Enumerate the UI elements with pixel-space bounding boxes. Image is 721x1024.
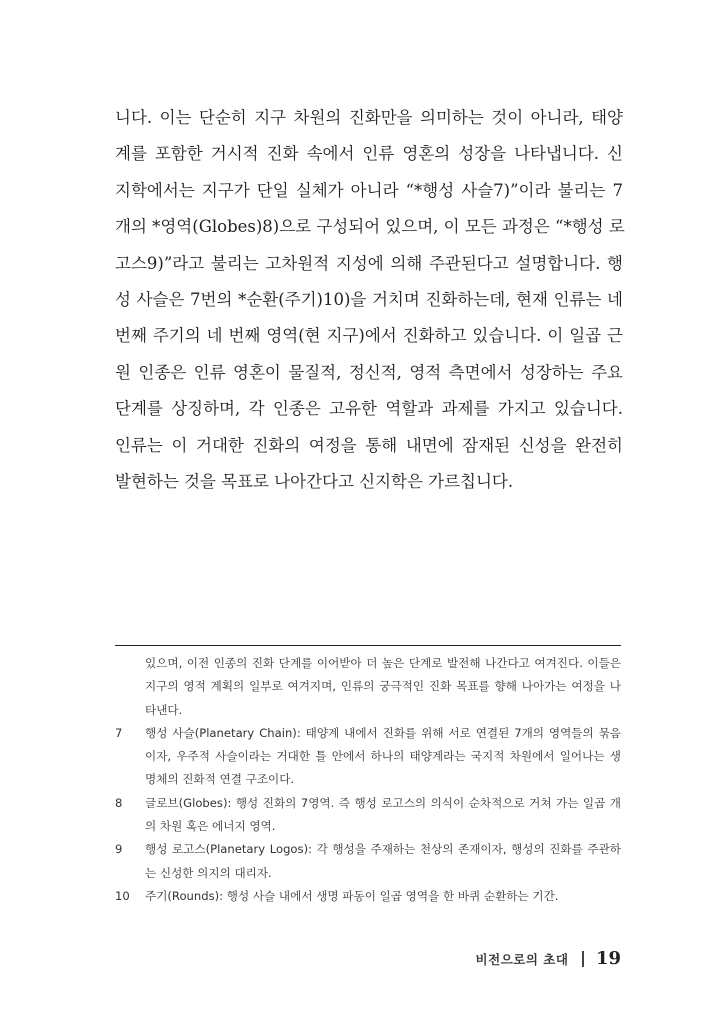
footnote-text: 행성 사슬(Planetary Chain): 태양계 내에서 진화를 위해 서로 연결된 7개의 영역들의 묶음 — [145, 725, 621, 740]
footnote-7-line: 명체의 진화적 연결 구조이다. — [145, 772, 295, 787]
running-title: 비전으로의 초대 — [475, 951, 569, 967]
footnote-text: 글로브(Globes): 행성 진화의 7영역. 즉 행성 로고스의 의식이 순차적으로 거쳐 가는 일곱 개 — [145, 795, 621, 810]
footnote-8-line: 의 차원 혹은 에너지 영역. — [145, 819, 276, 834]
body-line: 계를 포함한 거시적 진화 속에서 인류 영혼의 성장을 나타냅니다. 신 — [115, 144, 623, 164]
footnote-number: 9 — [115, 842, 123, 857]
footnote-8 — [115, 792, 621, 815]
footnote-continuation-line: 지구의 영적 계획의 일부로 여겨지며, 인류의 궁극적인 진화 목표를 향해 나아가는 여정을 나 — [145, 679, 621, 694]
footnote-number: 10 — [115, 888, 130, 903]
body-line: 원 인종은 인류 영혼이 물질적, 정신적, 영적 측면에서 성장하는 주요 — [115, 362, 623, 382]
body-line: 단계를 상징하며, 각 인종은 고유한 역할과 과제를 가지고 있습니다. — [115, 399, 623, 419]
footnote-number: 7 — [115, 725, 123, 740]
footnote-7-line: 이자, 우주적 사슬이라는 거대한 틀 안에서 하나의 태양계라는 국지적 차원에서 일어나는 생 — [145, 749, 621, 764]
body-line: 번째 주기의 네 번째 영역(현 지구)에서 진화하고 있습니다. 이 일곱 근 — [115, 326, 623, 346]
body-line: 니다. 이는 단순히 지구 차원의 진화만을 의미하는 것이 아니라, 태양 — [115, 108, 623, 127]
body-line: 개의 *영역(Globes)8)으로 구성되어 있으며, 이 모든 과정은 “*행성 로 — [115, 217, 625, 237]
footnote-continuation-line: 타낸다. — [145, 702, 183, 717]
body-line: 발현하는 것을 목표로 나아간다고 신지학은 가르칩니다. — [115, 471, 514, 491]
page-number: 19 — [595, 948, 621, 969]
footnote-9-line: 는 신성한 의지의 대리자. — [145, 865, 272, 880]
footnote-number: 8 — [115, 795, 123, 810]
body-line: 성 사슬은 7번의 *순환(주기)10)을 거치며 진화하는데, 현재 인류는 네 — [115, 289, 623, 309]
footnotes — [115, 652, 621, 908]
body-line: 고스9)”라고 불리는 고차원적 지성에 의해 주관된다고 설명합니다. 행 — [115, 253, 623, 273]
page-footer — [476, 948, 621, 969]
footnote-text: 주기(Rounds): 행성 사슬 내에서 생명 파동이 일곱 영역을 한 바퀴 순환하는 기간. — [145, 888, 559, 903]
footnote-10 — [115, 885, 621, 908]
body-line: 지학에서는 지구가 단일 실체가 아니라 “*행성 사슬7)”이라 불리는 7 — [115, 180, 623, 200]
footnote-text: 행성 로고스(Planetary Logos): 각 행성을 주재하는 천상의 존재이자, 행성의 진화를 주관하 — [145, 842, 621, 857]
body-line: 인류는 이 거대한 진화의 여정을 통해 내면에 잠재된 신성을 완전히 — [115, 435, 623, 455]
footnote-divider — [115, 645, 621, 646]
footer-separator — [582, 951, 584, 967]
footnote-continuation-line: 있으며, 이전 인종의 진화 단계를 이어받아 더 높은 단계로 발전해 나간다고 여겨진다. 이들은 — [145, 656, 621, 670]
footnote-9 — [115, 838, 621, 861]
footnote-7 — [115, 722, 621, 745]
body-text — [115, 100, 623, 500]
